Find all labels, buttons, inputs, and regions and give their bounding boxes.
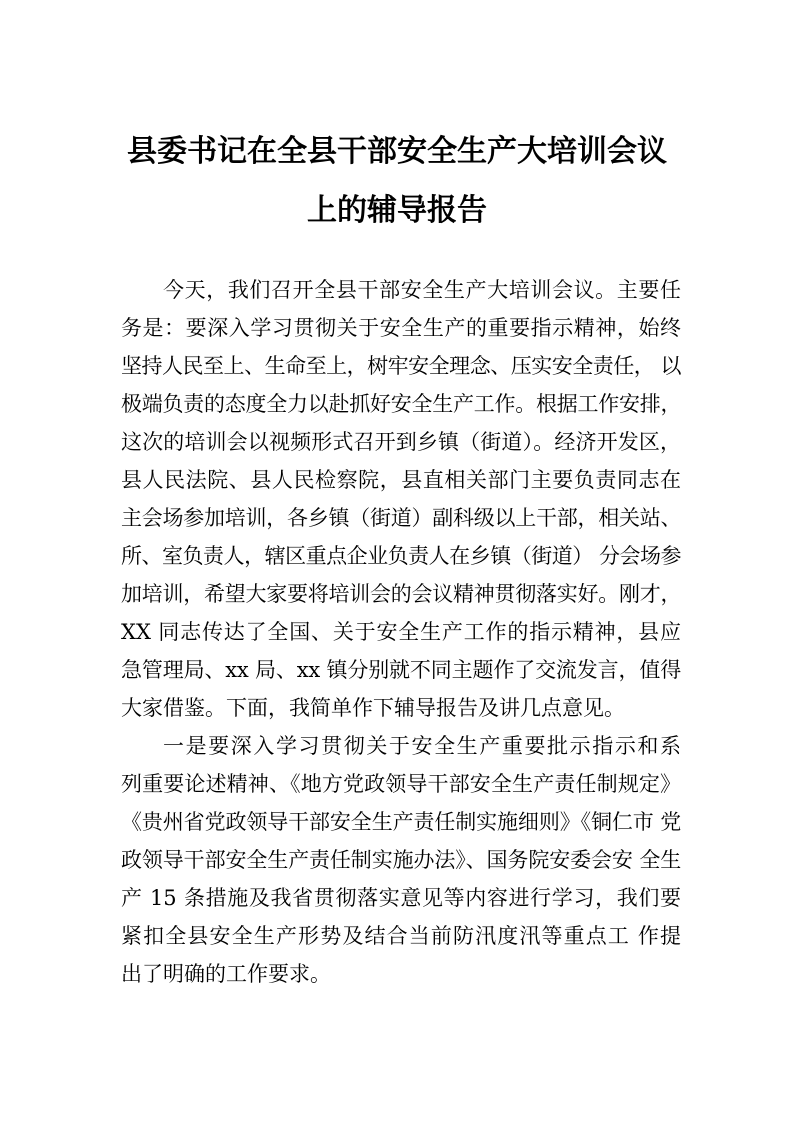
paragraph-1-line: 加培训，希望大家要将培训会的会议精神贯彻落实好。刚才， — [121, 582, 682, 606]
paragraph-2-line: 出了明确的工作要求。 — [121, 962, 331, 986]
paragraph-1-line: 主会场参加培训，各乡镇（街道）副科级以上干部，相关站、 — [121, 506, 682, 530]
paragraph-2-line: 产 15 条措施及我省贯彻落实意见等内容进行学习，我们要 — [121, 886, 681, 910]
document-title-line-2: 上的辅导报告 — [307, 193, 487, 228]
paragraph-1-line: 所、室负责人，辖区重点企业负责人在乡镇（街道） 分会场参 — [121, 544, 681, 568]
paragraph-2-line: 列重要论述精神、《地方党政领导干部安全生产责任制规定》 — [121, 772, 681, 796]
paragraph-2-line: 《贵州省党政领导干部安全生产责任制实施细则》《铜仁市 党 — [121, 810, 681, 834]
paragraph-2-line: 紧扣全县安全生产形势及结合当前防汛度汛等重点工 作提 — [121, 924, 681, 948]
paragraph-1-line: 坚持人民至上、生命至上，树牢安全理念、压实安全责任， 以 — [121, 354, 681, 378]
paragraph-1-line: 今天，我们召开全县干部安全生产大培训会议。主要任 — [163, 278, 681, 302]
paragraph-1-line: 大家借鉴。下面，我简单作下辅导报告及讲几点意见。 — [121, 696, 625, 720]
paragraph-2-line: 一是要深入学习贯彻关于安全生产重要批示指示和系 — [163, 734, 681, 758]
paragraph-1-line: 急管理局、xx 局、xx 镇分别就不同主题作了交流发言，值得 — [121, 658, 681, 682]
paragraph-1-line: 这次的培训会以视频形式召开到乡镇（街道）。经济开发区， — [121, 430, 681, 454]
paragraph-2-line: 政领导干部安全生产责任制实施办法》、国务院安委会安 全生 — [121, 848, 681, 872]
paragraph-1-line: 务是：要深入学习贯彻关于安全生产的重要指示精神，始终 — [121, 316, 681, 340]
paragraph-1-line: XX 同志传达了全国、关于安全生产工作的指示精神，县应 — [121, 620, 681, 644]
document-title-line-1: 县委书记在全县干部安全生产大培训会议 — [127, 134, 667, 169]
paragraph-1-line: 县人民法院、县人民检察院，县直相关部门主要负责同志在 — [121, 468, 681, 492]
paragraph-1-line: 极端负责的态度全力以赴抓好安全生产工作。根据工作安排， — [121, 392, 682, 416]
